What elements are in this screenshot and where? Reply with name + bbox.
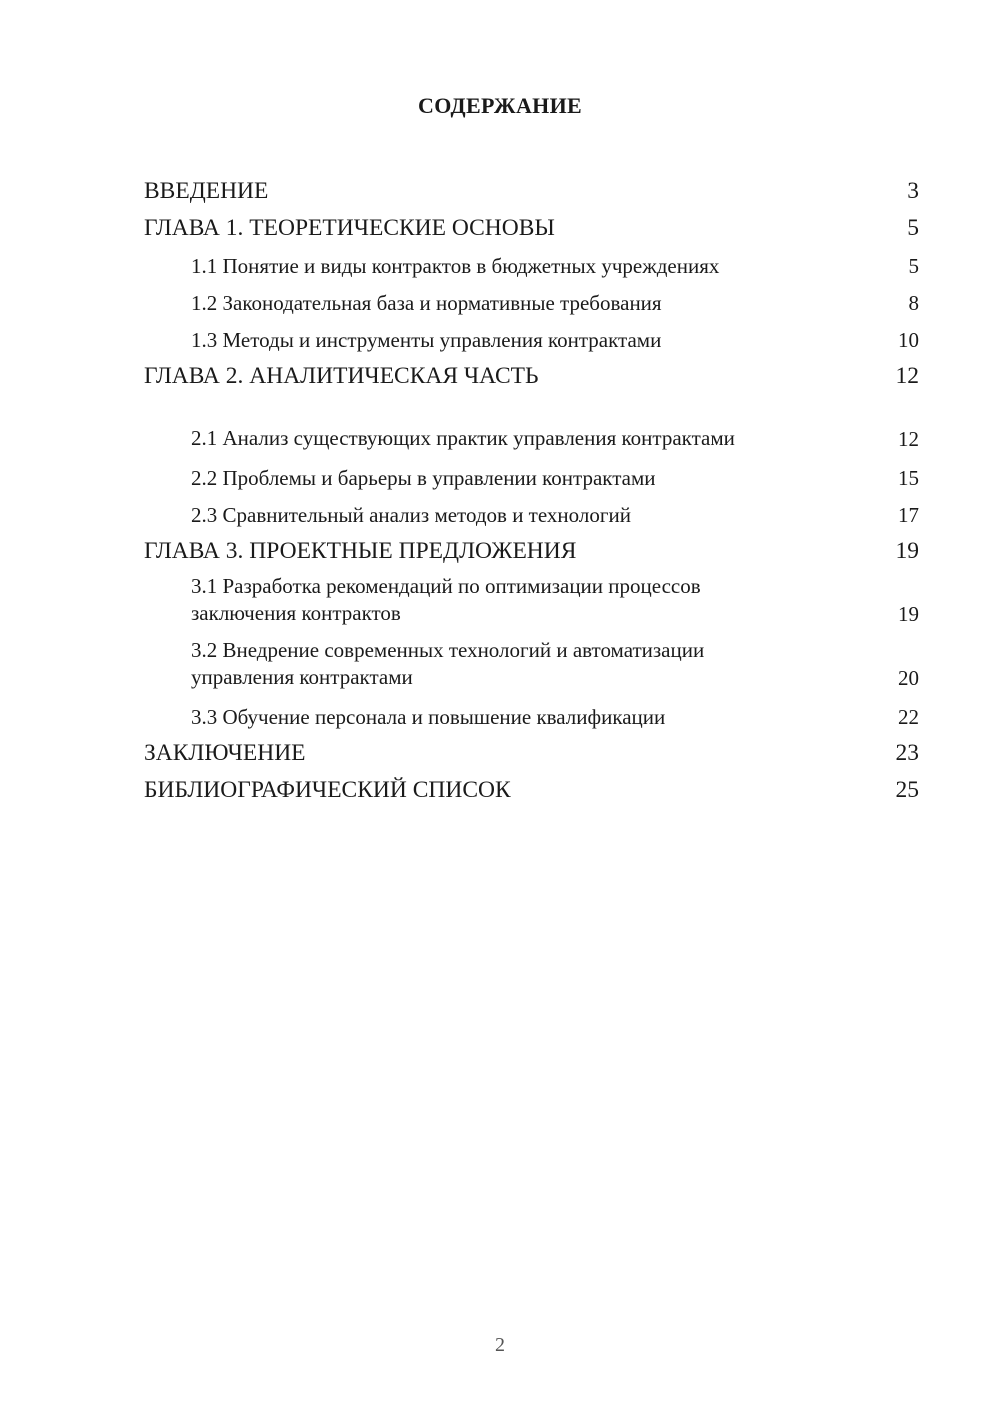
toc-entry-page: 12: [895, 363, 919, 389]
toc-entry-label: ВВЕДЕНИЕ: [144, 178, 269, 204]
toc-entry-page: 19: [898, 602, 919, 626]
toc-entry-label: БИБЛИОГРАФИЧЕСКИЙ СПИСОК: [144, 777, 511, 803]
toc-entry-section-2-2[interactable]: [144, 454, 919, 491]
toc-entry-page: 12: [898, 427, 919, 451]
toc-entry-page: 22: [898, 705, 919, 729]
toc-entry-label: 1.3 Методы и инструменты управления контрактами: [191, 328, 662, 352]
toc-entry-label: 2.1 Анализ существующих практик управления контрактами: [191, 426, 735, 450]
toc-entry-section-1-1[interactable]: [144, 242, 919, 279]
toc-entry-section-1-2[interactable]: [144, 279, 919, 316]
toc-entry-section-3-1[interactable]: [144, 565, 919, 629]
toc-entry-label: 3.3 Обучение персонала и повышение квалификации: [191, 705, 666, 729]
toc-entry-label: ГЛАВА 2. АНАЛИТИЧЕСКАЯ ЧАСТЬ: [144, 363, 539, 389]
toc-entry-label: 2.3 Сравнительный анализ методов и технологий: [191, 503, 631, 527]
toc-entry-section-3-2[interactable]: [144, 629, 919, 693]
toc-entry-chapter-2[interactable]: [144, 353, 919, 390]
toc-entry-section-2-3[interactable]: [144, 491, 919, 528]
toc-entry-label: ГЛАВА 1. ТЕОРЕТИЧЕСКИЕ ОСНОВЫ: [144, 215, 555, 241]
page-title: СОДЕРЖАНИЕ: [418, 93, 582, 118]
toc-entry-label: ЗАКЛЮЧЕНИЕ: [144, 740, 306, 766]
table-of-contents: [144, 168, 919, 804]
page-number: 2: [495, 1334, 505, 1356]
toc-entry-page: 17: [898, 503, 919, 527]
toc-entry-label: 3.2 Внедрение современных технологий и автоматизации управления контрактами: [191, 638, 705, 689]
toc-entry-label: 2.2 Проблемы и барьеры в управлении контрактами: [191, 466, 656, 490]
toc-entry-page: 10: [898, 328, 919, 352]
toc-entry-section-1-3[interactable]: [144, 316, 919, 353]
toc-entry-label: 3.1 Разработка рекомендаций по оптимизации процессов заключения контрактов: [191, 574, 701, 625]
toc-entry-page: 19: [895, 538, 919, 564]
toc-entry-page: 25: [895, 777, 919, 803]
toc-entry-page: 20: [898, 666, 919, 690]
toc-entry-page: 8: [908, 291, 919, 315]
toc-entry-introduction[interactable]: [144, 168, 919, 205]
toc-entry-section-2-1[interactable]: [144, 390, 919, 454]
toc-entry-conclusion[interactable]: [144, 730, 919, 767]
toc-entry-page: 3: [907, 178, 919, 204]
toc-entry-page: 5: [908, 254, 919, 278]
toc-entry-page: 15: [898, 466, 919, 490]
toc-entry-label: 1.2 Законодательная база и нормативные требования: [191, 291, 662, 315]
toc-entry-label: ГЛАВА 3. ПРОЕКТНЫЕ ПРЕДЛОЖЕНИЯ: [144, 538, 577, 564]
toc-entry-label: 1.1 Понятие и виды контрактов в бюджетных учреждениях: [191, 254, 720, 278]
toc-entry-chapter-3[interactable]: [144, 528, 919, 565]
toc-entry-section-3-3[interactable]: [144, 693, 919, 730]
toc-entry-page: 5: [907, 215, 919, 241]
toc-entry-page: 23: [895, 740, 919, 766]
toc-entry-chapter-1[interactable]: [144, 205, 919, 242]
toc-entry-bibliography[interactable]: [144, 767, 919, 804]
